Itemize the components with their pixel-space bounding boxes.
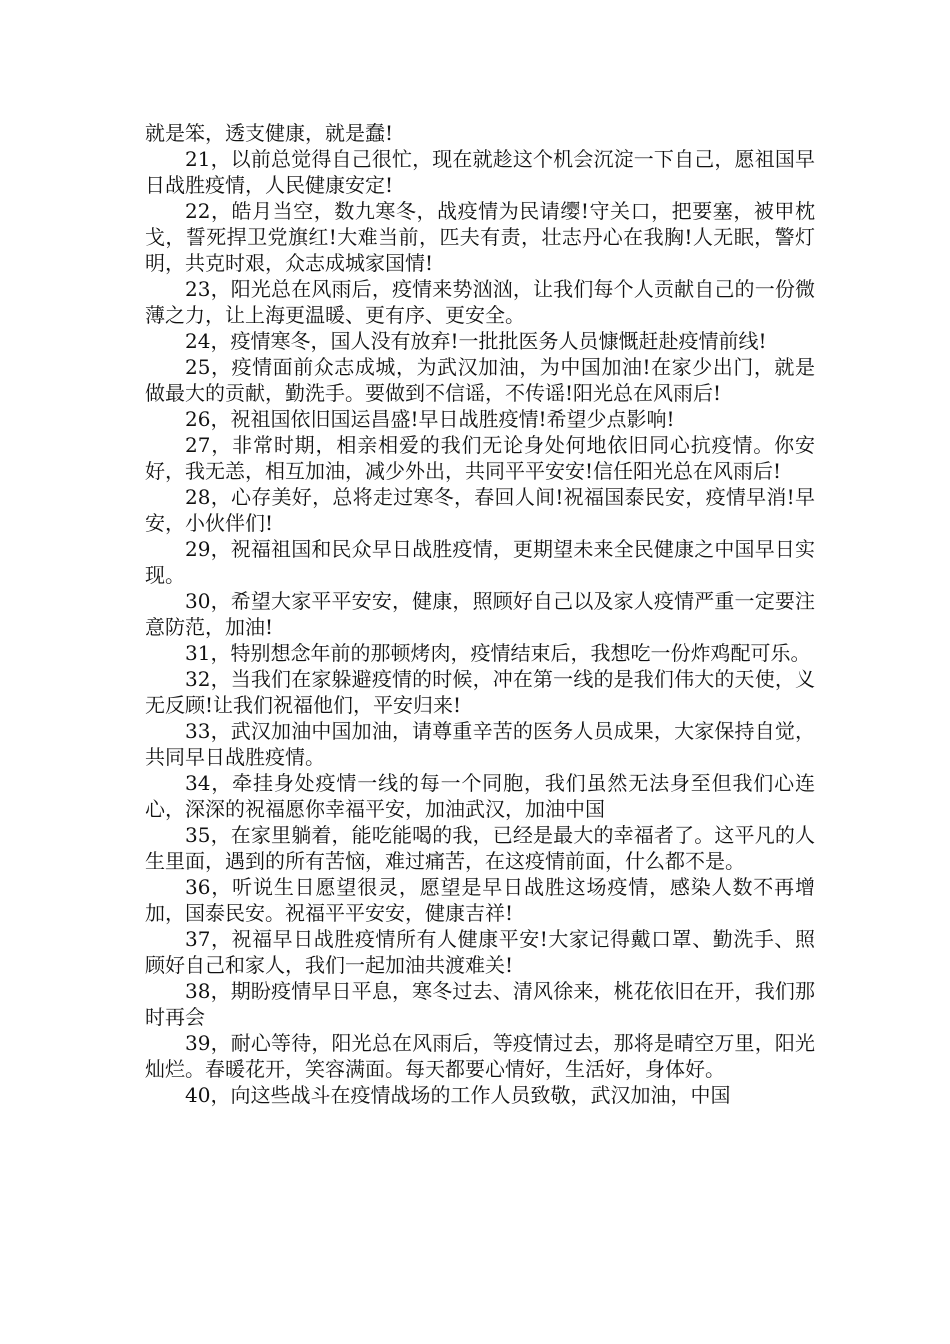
- paragraph-23: 23，阳光总在风雨后，疫情来势汹汹，让我们每个人贡献自己的一份微薄之力，让上海更温暖、更有序、更安全。: [145, 277, 815, 327]
- paragraph-24: 24，疫情寒冬，国人没有放弃!一批批医务人员慷慨赶赴疫情前线!: [185, 329, 767, 353]
- paragraph-36: 36，听说生日愿望很灵，愿望是早日战胜这场疫情，感染人数不再增加，国泰民安。祝福平平安安，健康吉祥!: [145, 875, 815, 925]
- paragraph-22: 22，皓月当空，数九寒冬，战疫情为民请缨!守关口，把要塞，被甲枕戈，誓死捍卫党旗红!大难当前，匹夫有责，壮志丹心在我胸!人无眠，警灯明，共克时艰，众志成城家国情!: [145, 199, 815, 275]
- paragraph-26: 26，祝祖国依旧国运昌盛!早日战胜疫情!希望少点影响!: [185, 407, 675, 431]
- paragraph-30: 30，希望大家平平安安，健康，照顾好自己以及家人疫情严重一定要注意防范，加油!: [145, 589, 815, 639]
- paragraph-21: 21，以前总觉得自己很忙，现在就趁这个机会沉淀一下自己，愿祖国早日战胜疫情，人民健康安定!: [145, 147, 815, 197]
- document-body: [145, 120, 815, 1108]
- paragraph-29: 29，祝福祖国和民众早日战胜疫情，更期望未来全民健康之中国早日实现。: [145, 537, 815, 587]
- paragraph-38: 38，期盼疫情早日平息，寒冬过去、清风徐来，桃花依旧在开，我们那时再会: [145, 979, 815, 1029]
- paragraph-37: 37，祝福早日战胜疫情所有人健康平安!大家记得戴口罩、勤洗手、照顾好自己和家人，我们一起加油共渡难关!: [145, 927, 815, 977]
- paragraph-34: 34，牵挂身处疫情一线的每一个同胞，我们虽然无法身至但我们心连心，深深的祝福愿你幸福平安，加油武汉，加油中国: [145, 771, 815, 821]
- paragraph-33: 33，武汉加油中国加油，请尊重辛苦的医务人员成果，大家保持自觉，共同早日战胜疫情。: [145, 719, 815, 769]
- paragraph-35: 35，在家里躺着，能吃能喝的我，已经是最大的幸福者了。这平凡的人生里面，遇到的所有苦恼，难过痛苦，在这疫情前面，什么都不是。: [145, 823, 815, 873]
- paragraph-40: 40，向这些战斗在疫情战场的工作人员致敬，武汉加油，中国: [185, 1083, 731, 1107]
- paragraph-31: 31，特别想念年前的那顿烤肉，疫情结束后，我想吃一份炸鸡配可乐。: [185, 641, 811, 665]
- paragraph-27: 27，非常时期，相亲相爱的我们无论身处何地依旧同心抗疫情。你安好，我无恙，相互加油，减少外出，共同平平安安!信任阳光总在风雨后!: [145, 433, 815, 483]
- paragraph-39: 39，耐心等待，阳光总在风雨后，等疫情过去，那将是晴空万里，阳光灿烂。春暖花开，笑容满面。每天都要心情好，生活好，身体好。: [145, 1031, 815, 1081]
- paragraph-32: 32，当我们在家躲避疫情的时候，冲在第一线的是我们伟大的天使，义无反顾!让我们祝福他们，平安归来!: [145, 667, 815, 717]
- paragraph-28: 28，心存美好，总将走过寒冬，春回人间!祝福国泰民安，疫情早消!早安，小伙伴们!: [145, 485, 815, 535]
- paragraph-continuation: 就是笨，透支健康，就是蠢!: [145, 121, 394, 145]
- paragraph-25: 25，疫情面前众志成城，为武汉加油，为中国加油!在家少出门，就是做最大的贡献，勤洗手。要做到不信谣，不传谣!阳光总在风雨后!: [145, 355, 815, 405]
